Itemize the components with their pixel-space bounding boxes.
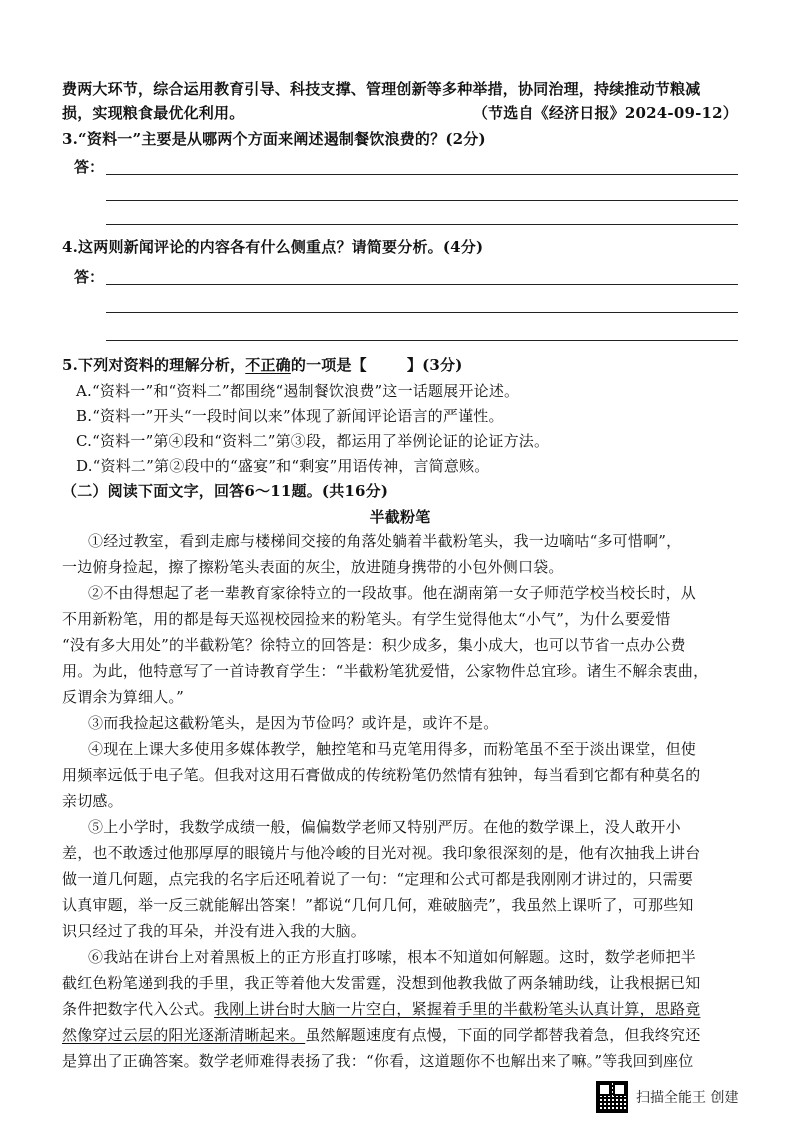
section-heading: （二）阅读下面文字，回答6～11题。(共16分) — [62, 482, 389, 500]
passage-p6-line — [62, 1024, 738, 1046]
passage-p2-line: 反谓余为算细人。” — [62, 688, 184, 706]
passage-p1-line: 一边俯身捡起，擦了擦粉笔头表面的灰尘，放进随身携带的小包外侧口袋。 — [62, 558, 564, 576]
q5-emphasis: 不正确 — [245, 356, 291, 374]
answer-line[interactable] — [106, 174, 738, 175]
passage-p4-line: 用频率远低于电子笔。但我对这用石膏做成的传统粉笔仍然情有独钟，每当看到它都有种莫名的 — [62, 766, 701, 784]
passage-p1-line: ①经过教室，看到走廊与楼梯间交接的角落处躺着半截粉笔头，我一边嘀咕“多可惜啊”， — [88, 532, 682, 550]
qr-code-icon — [596, 1081, 628, 1113]
passage-p3-line: ③而我捡起这截粉笔头，是因为节俭吗？或许是，或许不是。 — [88, 714, 499, 732]
answer-line[interactable] — [106, 284, 738, 285]
passage-text: 虽然解题速度有点慢，下面的同学都替我着急，但我终究还 — [305, 1026, 701, 1044]
passage-p5-line: 识只经过了我的耳朵，并没有进入我的大脑。 — [62, 922, 367, 940]
underlined-sentence: 我刚上讲台时大脑一片空白，紧握着手里的半截粉笔头认真计算，思路竟 — [214, 1000, 701, 1018]
scanner-watermark — [596, 1080, 786, 1114]
question-4: 4.这两则新闻评论的内容各有什么侧重点？请简要分析。(4分) — [62, 238, 484, 256]
passage-p2-line: 不用新粉笔，用的都是每天巡视校园捡来的粉笔头。有学生觉得他太“小气”，为什么要爱惜 — [62, 610, 671, 628]
passage-p4-line: 亲切感。 — [62, 792, 123, 810]
passage-p6-line: 截红色粉笔递到我的手里，我正等着他大发雷霆，没想到他教我做了两条辅助线，让我根据已知 — [62, 974, 701, 992]
passage-title: 半截粉笔 — [369, 508, 431, 526]
q5-score: 】(3分) — [406, 356, 463, 374]
passage-p5-line: 差，也不敢透过他那厚厚的眼镜片与他冷峻的目光对视。我印象很深刻的是，他有次抽我上讲台 — [62, 844, 701, 862]
question-5 — [62, 354, 738, 376]
passage-p4-line: ④现在上课大多使用多媒体教学，触控笔和马克笔用得多，而粉笔虽不至于淡出课堂，但使 — [88, 740, 697, 758]
passage-p5-line: 认真审题，举一反三就能解出答案！”都说“几何几何，难破脑壳”，我虽然上课听了，可那些知 — [62, 896, 694, 914]
answer-line[interactable] — [106, 340, 738, 341]
continuation-line-1: 费两大环节，综合运用教育引导、科技支撑、管理创新等多种举措，协同治理，持续推动节粮减 — [62, 80, 701, 98]
passage-p6-line — [62, 998, 738, 1020]
underlined-sentence: 然像穿过云层的阳光逐渐清晰起来。 — [62, 1026, 306, 1044]
answer-line[interactable] — [106, 200, 738, 201]
passage-p5-line: ⑤上小学时，我数学成绩一般，偏偏数学老师又特别严厉。在他的数学课上，没人敢开小 — [88, 818, 681, 836]
q5-text: 5.下列对资料的理解分析， — [62, 356, 246, 374]
answer-line[interactable] — [106, 312, 738, 313]
answer-label: 答： — [74, 268, 105, 286]
option-b: B.“资料一”开头“一段时间以来”体现了新闻评论语言的严谨性。 — [76, 407, 504, 425]
option-d: D.“资料二”第②段中的“盛宴”和“剩宴”用语传神，言简意赅。 — [76, 457, 490, 475]
passage-p2-line: ②不由得想起了老一辈教育家徐特立的一段故事。他在湖南第一女子师范学校当校长时，从 — [88, 584, 697, 602]
question-3: 3.“资料一”主要是从哪两个方面来阐述遏制餐饮浪费的？(2分) — [62, 130, 486, 148]
option-c: C.“资料一”第④段和“资料二”第③段，都运用了举例论证的论证方法。 — [76, 432, 550, 450]
passage-p2-line: “没有多大用处”的半截粉笔？徐特立的回答是：积少成多，集小成大，也可以节省一点办公费 — [62, 636, 686, 654]
passage-p5-line: 做一道几何题，点完我的名字后还吼着说了一句：“定理和公式可都是我刚刚才讲过的，只需要 — [62, 870, 694, 888]
answer-label: 答： — [74, 158, 105, 176]
source-citation: （节选自《经济日报》2024-09-12） — [472, 104, 738, 122]
passage-p6-line: 是算出了正确答案。数学老师难得表扬了我：“你看，这道题你不也解出来了嘛。”等我回到座位 — [62, 1052, 694, 1070]
q5-text-2: 的一项是【 — [290, 356, 367, 374]
watermark-label: 扫描全能王 创建 — [636, 1090, 739, 1106]
answer-line[interactable] — [106, 224, 738, 225]
passage-p2-line: 用。为此，他特意写了一首诗教育学生：“半截粉笔犹爱惜，公家物件总宜珍。诸生不解余衷曲， — [62, 662, 709, 680]
continuation-line-2 — [62, 102, 738, 124]
passage-text: 条件把数字代入公式。 — [62, 1000, 215, 1018]
passage-p6-line: ⑥我站在讲台上对着黑板上的正方形直打哆嗦，根本不知道如何解题。这时，数学老师把半 — [88, 948, 697, 966]
option-a: A.“资料一”和“资料二”都围绕“遏制餐饮浪费”这一话题展开论述。 — [76, 382, 520, 400]
continuation-text: 损，实现粮食最优化利用。 — [62, 104, 245, 122]
